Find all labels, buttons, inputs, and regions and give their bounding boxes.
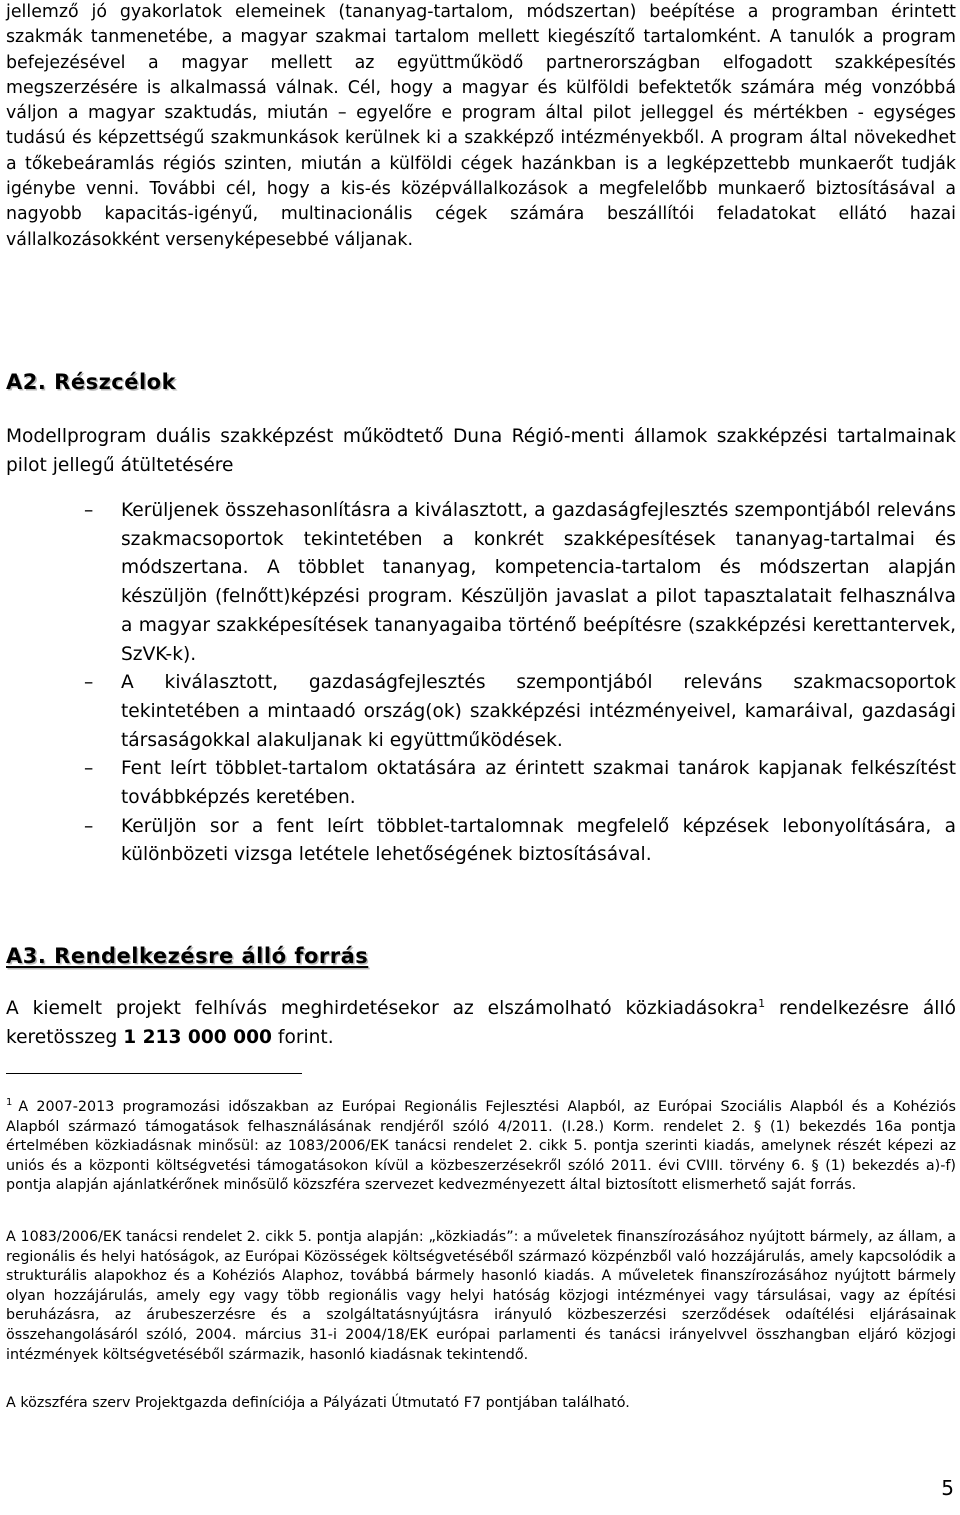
section-a3-text — [6, 995, 956, 1052]
budget-amount: 1 213 000 000 — [123, 1026, 272, 1048]
footnote-2: A 1083/2006/EK tanácsi rendelet 2. cikk 5. pontja alapján: „közkiadás”: a műveletek finanszírozásához nyújtott bármely, az állam, a regionális és helyi hatóságok, az Európai Közösségek költségvetéséből származó közpénzből való hozzájárulás, amely kapcsolódik a strukturális alapokhoz és a Kohéziós Alaphoz, továbbá bármely hasonló kiadás. A műveletek finanszírozásához nyújtott bármely olyan hozzájárulás, amely egy vagy több regionális vagy helyi hatóság közjogi intézményei vagy társulásai, vagy az építési beruházásra, az árubeszerzésre és a szolgáltatásnyújtásra irányuló közbeszerzési szerződések odaítélési eljárásainak összehangolásáról szóló, 2004. március 31-i 2004/18/EK európai parlamenti és tanácsi irányelvvel összhangban eljáró közjogi intézmények költségvetéséből származik, hasonló kiadásnak tekintendő. — [6, 1229, 956, 1363]
list-item — [0, 497, 956, 669]
list-item — [0, 755, 956, 812]
section-a2-heading: A2. Részcélok — [6, 370, 177, 394]
footnote-marker: 1 — [6, 1097, 13, 1109]
a3-text-after: forint. — [271, 1026, 334, 1048]
bullet-dash: – — [84, 500, 94, 521]
page-number: 5 — [941, 1476, 954, 1500]
bullet-text: Fent leírt többlet-tartalom oktatására az érintett szakmai tanárok kapjanak felkészítést továbbképzés keretében. — [121, 758, 956, 809]
bullet-dash: – — [84, 672, 94, 694]
footnote-reference[interactable]: 1 — [758, 996, 766, 1010]
footnote-1-text: A 2007-2013 programozási időszakban az Európai Regionális Fejlesztési Alapból, az Európai Szociális Alapból és a Kohéziós Alapból származó támogatások felhasználásának rendjéről szóló 4/2011. (I.28.) Korm. rendelet 2. § (1) bekezdés 16a pontja értelmében közkiadásnak minősül: az 1083/2006/EK tanácsi rendelet 2. cikk 5. pontja szerinti kiadás, amelynek részét képezi az uniós és a központi költségvetési támogatásokon kívül a közbeszerzésekről szóló 2011. évi CVIII. törvény 6. § (1) bekezdés a)-f) pontja alapján ajánlatkérőnek minősülő közszféra szervezet kedvezményezett által biztosított elismerhető saját forrás. — [6, 1099, 956, 1194]
bullet-text: Kerüljön sor a fent leírt többlet-tartalomnak megfelelő képzések lebonyolítására, a különbözeti vizsga letétele lehetőségének biztosításával. — [121, 815, 956, 866]
section-a3-heading: A3. Rendelkezésre álló forrás — [6, 944, 369, 968]
bullet-dash: – — [84, 815, 94, 837]
a3-text-middle: rendelkezésre álló keretösszeg — [6, 998, 956, 1048]
bullet-dash: – — [84, 758, 94, 780]
footnote-separator — [6, 1073, 302, 1074]
bullet-text: Kerüljenek összehasonlításra a kiválasztott, a gazdaságfejlesztés szempontjából releváns szakmacsoportok tekintetében a konkrét szakképesítések tananyag-tartalmai és módszertana. A többlet tananyag, kompetencia-tartalom és módszertan alapján készüljön (felnőtt)képzési program. Készüljön javaslat a pilot tapasztalatait felhasználva a magyar szakképesítések tananyagaiba történő beépítésre (szakképzési kerettantervek, SzVK-k). — [121, 500, 956, 665]
footnote-1 — [6, 1098, 956, 1196]
footnote-3: A közszféra szerv Projektgazda definíciója a Pályázati Útmutató F7 pontjában található. — [6, 1395, 630, 1411]
a3-text-before: A kiemelt projekt felhívás meghirdetésekor az elszámolható közkiadásokra — [6, 998, 759, 1019]
section-a2-intro: Modellprogram duális szakképzést működtető Duna Régió-menti államok szakképzési tartalmainak pilot jellegű átültetésére — [6, 426, 956, 476]
section-a2-bullet-list — [0, 497, 960, 870]
intro-paragraph: jellemző jó gyakorlatok elemeinek (tananyag-tartalom, módszertan) beépítése a programban érintett szakmák tanmenetébe, a magyar szakmai tartalom mellett kiegészítő tartalomként. A tanulók a program befejezésével a magyar mellett az együttműködő partnerországban elfogadott szakképesítés megszerzésére is alkalmassá válnak. Cél, hogy a magyar és külföldi befektetők számára még vonzóbbá váljon a magyar szaktudás, miután – egyelőre e program által pilot jelleggel és mértékben - egységes tudású és képzettségű szakmunkások kerülnek ki a szakképző intézményekből. A program által növekedhet a tőkebeáramlás régiós szinten, miután a külföldi cégek hazánkban is a legképzettebb munkaerőt tudják igénybe venni. További cél, hogy a kis-és középvállalkozások a megfelelőbb munkaerő biztosításával a nagyobb kapacitás-igényű, multinacionális cégek számára beszállítói feladatokat ellátó hazai vállalkozásokként versenyképesebbé váljanak. — [6, 2, 956, 250]
list-item — [0, 669, 956, 755]
list-item — [0, 813, 956, 870]
bullet-text: A kiválasztott, gazdaságfejlesztés szempontjából releváns szakmacsoportok tekintetében a mintaadó ország(ok) szakképzési intézményeivel, kamaráival, gazdasági társaságokkal alakuljanak ki együttműködések. — [121, 672, 956, 751]
